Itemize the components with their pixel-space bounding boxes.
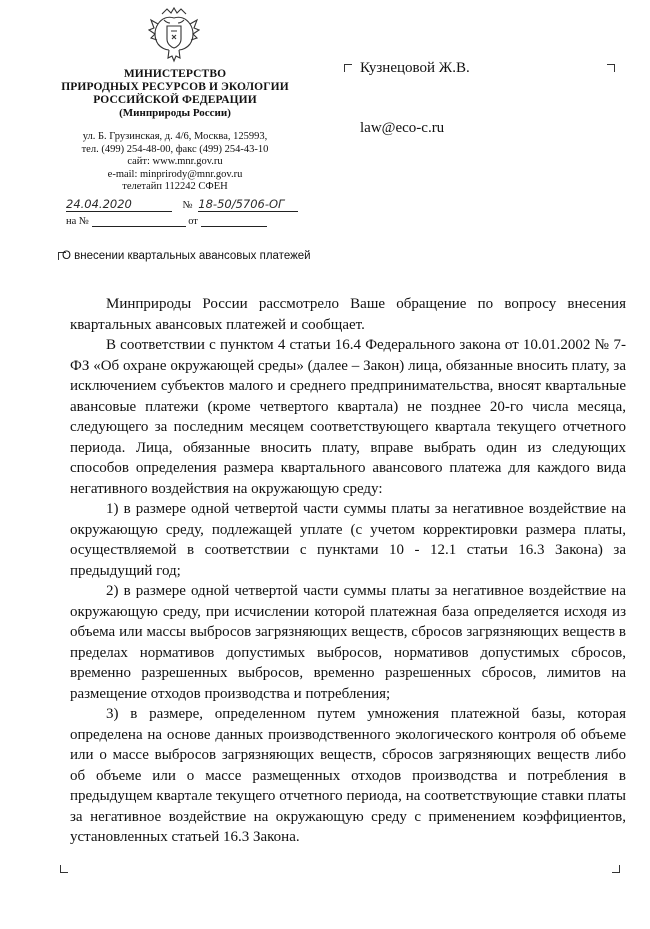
org-short-name: (Минприроды России) bbox=[119, 107, 231, 119]
teletype-line: телетайп 112242 СФЕН bbox=[122, 181, 228, 193]
organization-name bbox=[52, 68, 298, 120]
body-paragraph-5: 3) в размере, определенном путем умножения платежной базы, которая определена на основе данных производственного экологического контроля об объеме или о массе выбросов загрязняющих веществ, сбросов загрязняющих веществ либо об объеме или о массе размещенных отходов производства и потребления в предыдущем квартале текущего отчетного периода, на соответствующие ставки платы за негативное воздействие на окружающую среду с применением коэффициентов, установленных статьей 16.3 Закона. bbox=[70, 706, 626, 845]
letter-body bbox=[70, 294, 626, 848]
reference-date-blank bbox=[201, 214, 267, 227]
org-name-line-3: РОССИЙСКОЙ ФЕДЕРАЦИИ bbox=[93, 94, 257, 106]
org-name-line-2: ПРИРОДНЫХ РЕСУРСОВ И ЭКОЛОГИИ bbox=[61, 81, 289, 93]
registration-date: 24.04.2020 bbox=[66, 197, 172, 212]
registration-date-number bbox=[66, 197, 298, 212]
addressee-name: Кузнецовой Ж.В. bbox=[360, 60, 470, 76]
bottom-corner-mark-right bbox=[612, 865, 620, 873]
reference-label: на № bbox=[66, 216, 89, 227]
letter-subject: О внесении квартальных авансовых платежей bbox=[62, 250, 311, 262]
reference-number-blank bbox=[92, 214, 186, 227]
from-label: от bbox=[188, 216, 198, 227]
website-line: сайт: www.mnr.gov.ru bbox=[127, 156, 223, 168]
addressee-corner-mark-top-left bbox=[344, 64, 352, 72]
contact-details bbox=[52, 131, 298, 194]
addressee-corner-mark-top-right bbox=[607, 64, 615, 72]
addressee-email: law@eco-c.ru bbox=[360, 120, 445, 136]
bottom-corner-mark-left bbox=[60, 865, 68, 873]
body-paragraph-1: Минприроды России рассмотрело Ваше обращение по вопросу внесения квартальных авансовых платежей и сообщает. bbox=[70, 296, 626, 333]
body-paragraph-3: 1) в размере одной четвертой части суммы платы за негативное воздействие на окружающую среду, подлежащей уплате (с учетом корректировки размера платы, осуществляемой в соответствии с пунктами 10 - 12.1 статьи 16.3 Закона) за предыдущий год; bbox=[70, 501, 626, 579]
phone-fax-line: тел. (499) 254-48-00, факс (499) 254-43-10 bbox=[81, 143, 269, 155]
reference-line bbox=[66, 214, 267, 227]
number-label: № bbox=[182, 200, 193, 211]
address-line: ул. Б. Грузинская, д. 4/6, Москва, 125993, bbox=[82, 131, 268, 142]
coat-of-arms-emblem-icon bbox=[148, 6, 200, 64]
org-name-line-1: МИНИСТЕРСТВО bbox=[123, 68, 227, 80]
email-line: e-mail: minprirody@mnr.gov.ru bbox=[107, 168, 243, 180]
registration-number: 18-50/5706-ОГ bbox=[198, 197, 298, 212]
body-paragraph-2: В соответствии с пунктом 4 статьи 16.4 Федерального закона от 10.01.2002 № 7-ФЗ «Об охране окружающей среды» (далее – Закон) лица, обязанные вносить плату, за исключением субъектов малого и среднего предпринимательства, вносят квартальные авансовые платежи (кроме четвертого квартала) не позднее 20-го числа месяца, следующего за последним месяцем соответствующего квартала текущего отчетного периода. Лица, обязанные вносить плату, вправе выбрать один из следующих способов определения размера квартального авансового платежа для каждого вида негативного воздействия на окружающую среду: bbox=[70, 337, 626, 497]
body-paragraph-4: 2) в размере одной четвертой части суммы платы за негативное воздействие на окружающую среду, при исчислении которой платежная база определяется исходя из объема или массы выбросов загрязняющих веществ, сбросов загрязняющих веществ в пределах нормативов допустимых выбросов, нормативов допустимых сбросов, временно разрешенных выбросов, временно разрешенных сбросов, лимитов на размещение отходов производства и потребления; bbox=[70, 583, 626, 702]
